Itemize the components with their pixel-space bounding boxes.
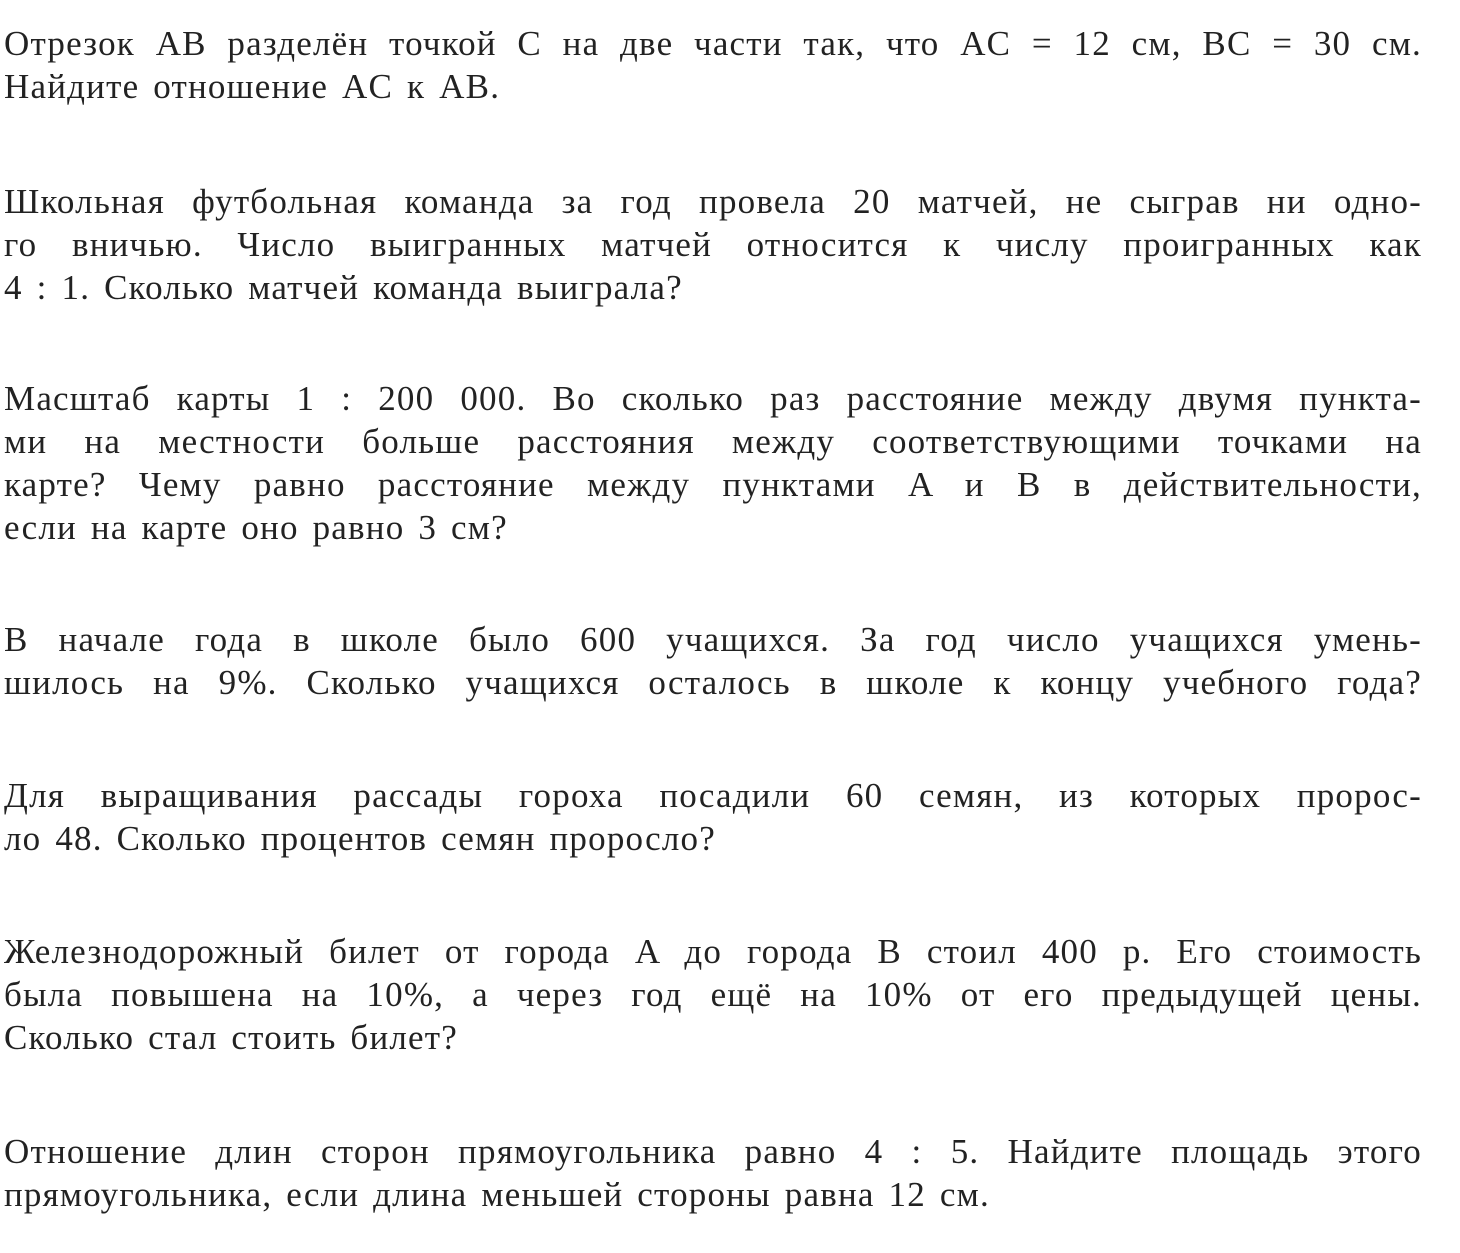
problem-3-line-2: ми на местности больше расстояния между соответствующими точками на xyxy=(4,422,1422,461)
problem-4 xyxy=(4,618,1422,704)
problem-7 xyxy=(4,1130,1422,1216)
problem-6-line-1: Железнодорожный билет от города A до города B стоил 400 р. Его стоимость xyxy=(4,932,1422,971)
problem-3 xyxy=(4,377,1422,549)
problem-3-line-1: Масштаб карты 1 : 200 000. Во сколько раз расстояние между двумя пункта- xyxy=(4,379,1422,418)
problem-1-line-2: Найдите отношение AC к AB. xyxy=(4,67,501,106)
problem-3-line-4: если на карте оно равно 3 см? xyxy=(4,508,508,547)
problem-5-line-1: Для выращивания рассады гороха посадили 60 семян, из которых пророс- xyxy=(4,776,1422,815)
problem-5-line-2: ло 48. Сколько процентов семян проросло? xyxy=(4,819,716,858)
problem-4-line-1: В начале года в школе было 600 учащихся. За год число учащихся умень- xyxy=(4,620,1422,659)
problem-6-line-2: была повышена на 10%, а через год ещё на 10% от его предыдущей цены. xyxy=(4,975,1422,1014)
problem-1 xyxy=(4,22,1422,108)
problem-2-line-1: Школьная футбольная команда за год провела 20 матчей, не сыграв ни одно- xyxy=(4,182,1422,221)
problem-5 xyxy=(4,774,1422,860)
problem-1-line-1: Отрезок AB разделён точкой C на две части так, что AC = 12 см, BC = 30 см. xyxy=(4,24,1422,63)
problem-7-line-1: Отношение длин сторон прямоугольника равно 4 : 5. Найдите площадь этого xyxy=(4,1132,1422,1171)
problem-2 xyxy=(4,180,1422,309)
problem-2-line-3: 4 : 1. Сколько матчей команда выиграла? xyxy=(4,268,683,307)
problem-6 xyxy=(4,930,1422,1059)
problem-4-line-2: шилось на 9%. Сколько учащихся осталось в школе к концу учебного года? xyxy=(4,663,1422,702)
problem-3-line-3: карте? Чему равно расстояние между пунктами A и B в действительности, xyxy=(4,465,1422,504)
problem-6-line-3: Сколько стал стоить билет? xyxy=(4,1018,459,1057)
problem-7-line-2: прямоугольника, если длина меньшей стороны равна 12 см. xyxy=(4,1175,990,1214)
problem-2-line-2: го вничью. Число выигранных матчей относится к числу проигранных как xyxy=(4,225,1422,264)
